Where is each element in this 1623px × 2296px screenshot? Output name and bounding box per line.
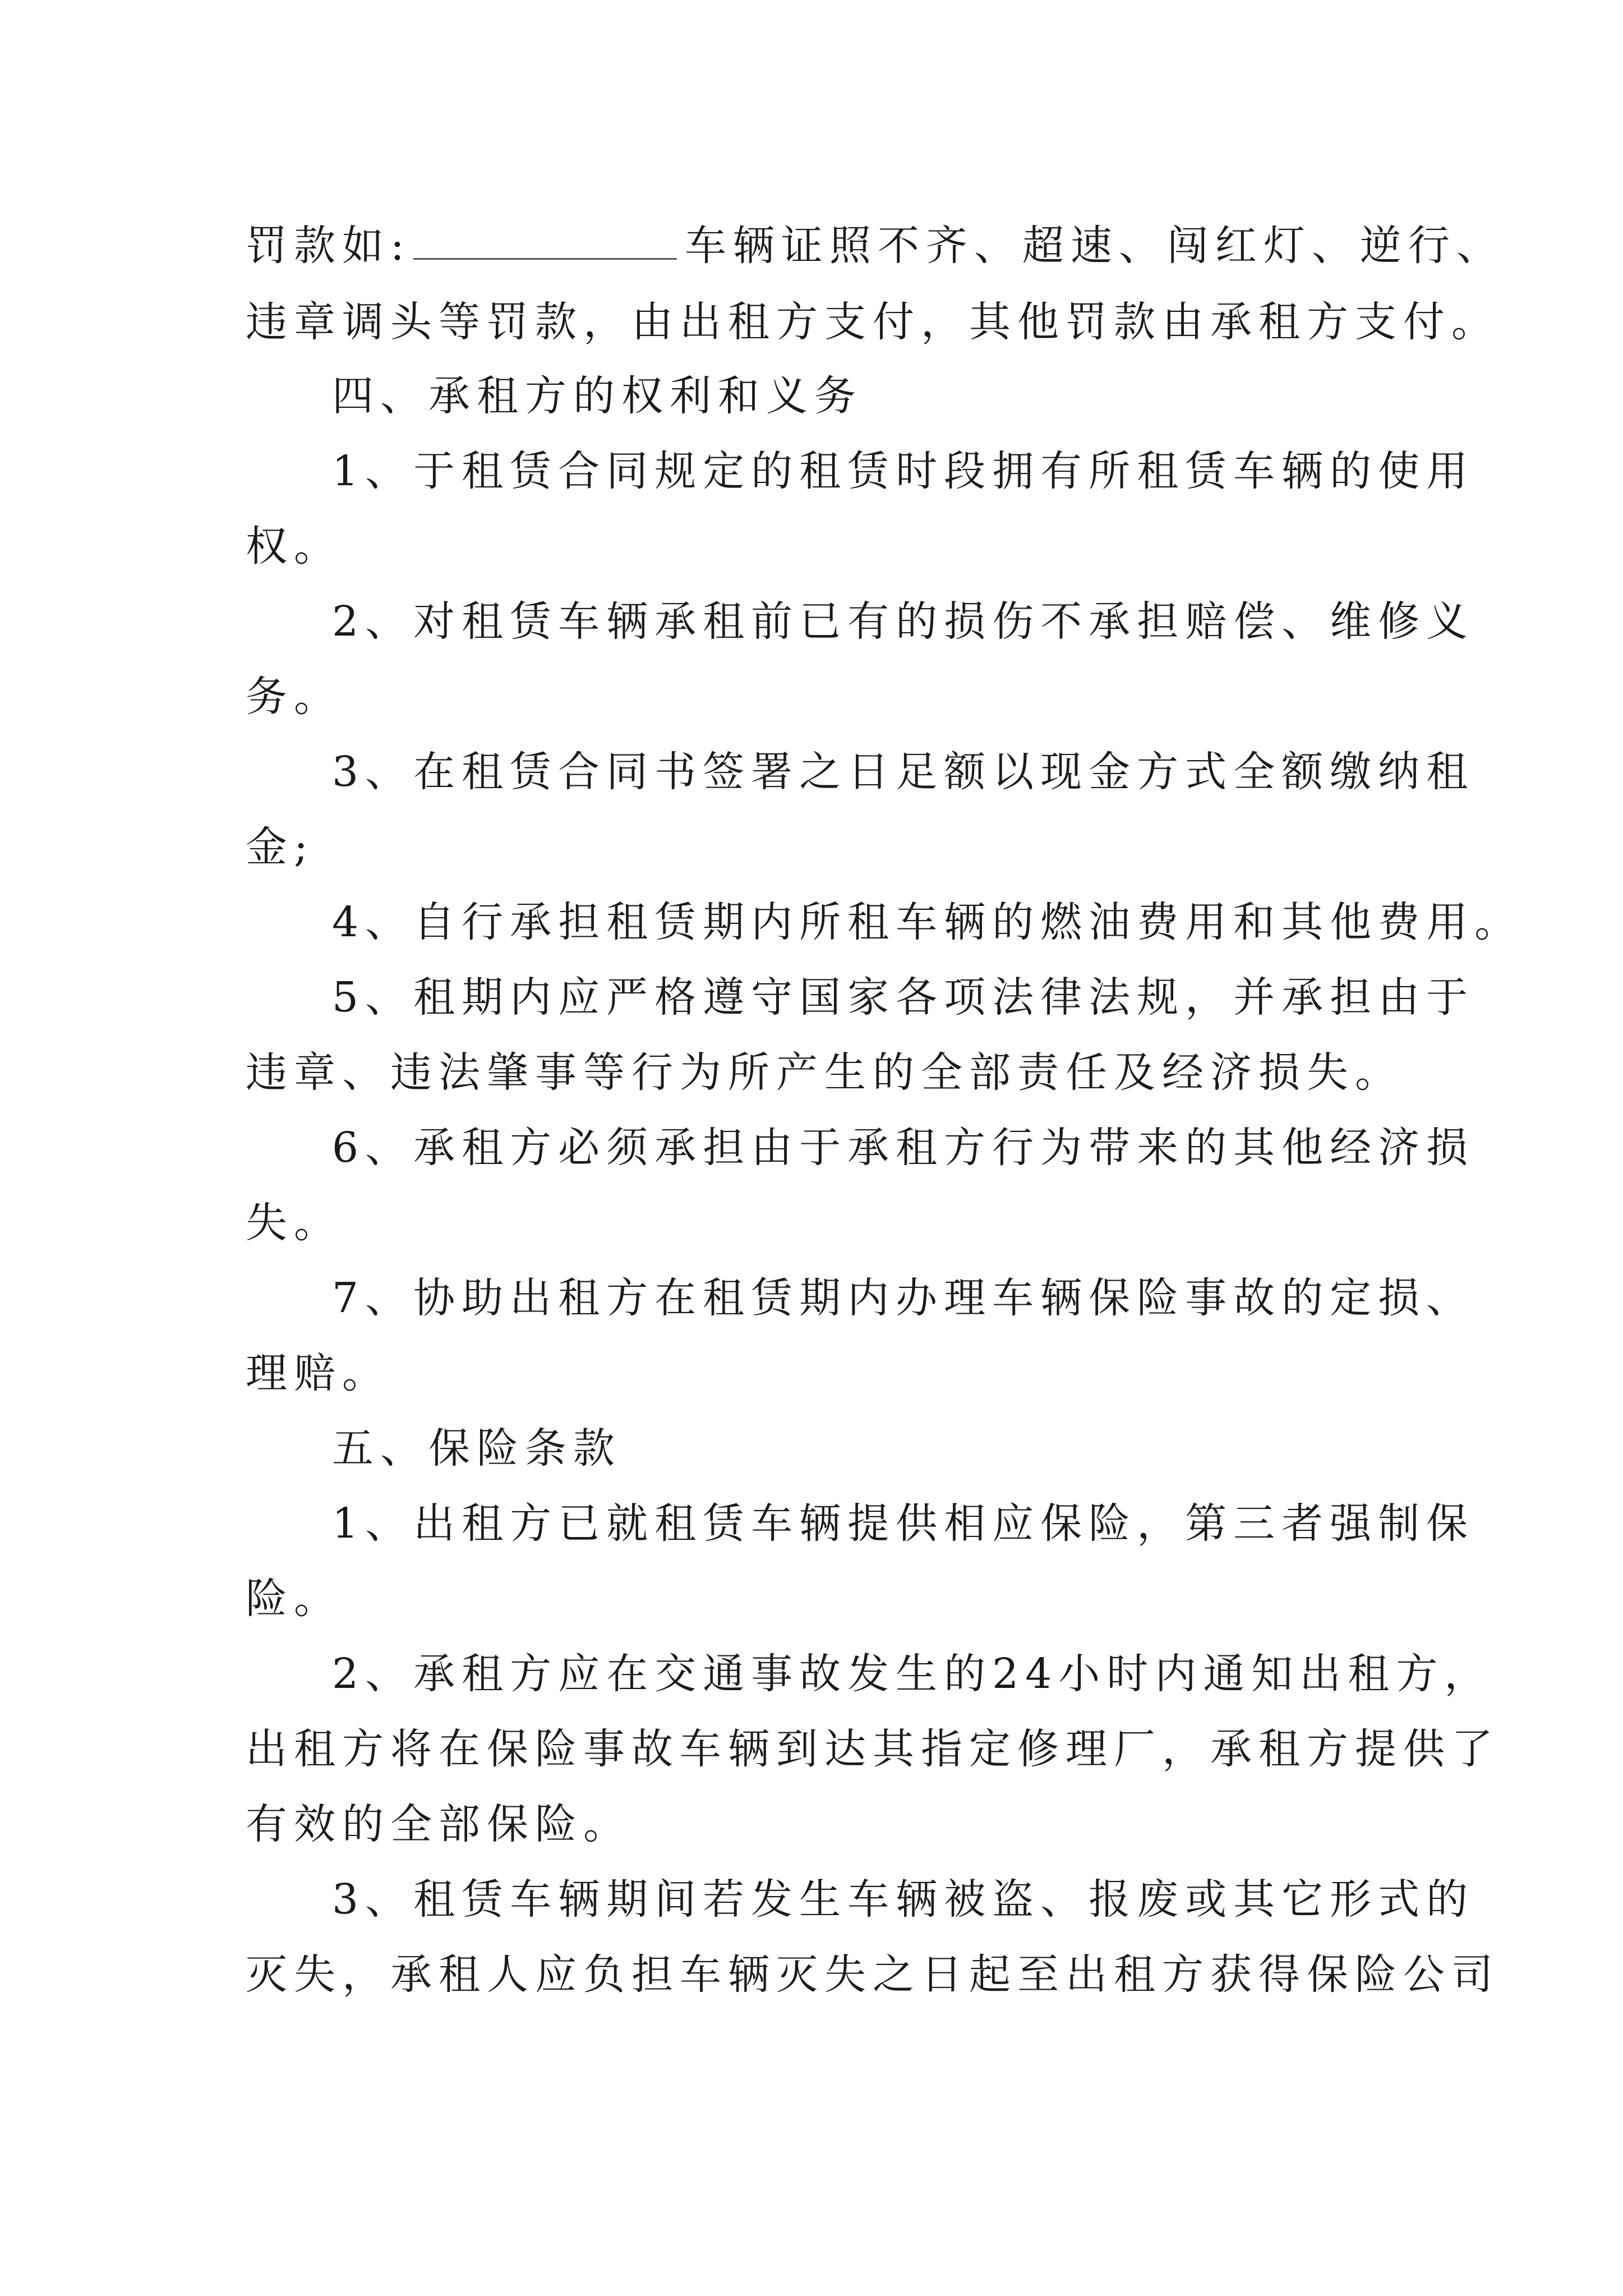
list-item-continuation: 务。: [246, 673, 342, 721]
list-item: 3、在租赁合同书签署之日足额以现金方式全额缴纳租: [332, 748, 1475, 796]
text-line-2: 违章调头等罚款，由出租方支付，其他罚款由承租方支付。: [246, 298, 1500, 346]
list-item-continuation: 出租方将在保险事故车辆到达其指定修理厂，承租方提供了: [246, 1725, 1500, 1773]
list-item: 1、出租方已就租赁车辆提供相应保险，第三者强制保: [332, 1499, 1475, 1548]
list-item: 5、租期内应严格遵守国家各项法律法规，并承担由于: [332, 973, 1475, 1022]
text-line-1: [246, 218, 1505, 274]
section-heading: 五、保险条款: [332, 1424, 621, 1473]
list-item-continuation: 险。: [246, 1575, 342, 1623]
list-item: 4、自行承担租赁期内所租车辆的燃油费用和其他费用。: [332, 898, 1523, 946]
list-item-continuation: 有效的全部保险。: [246, 1800, 631, 1848]
list-item: 7、协助出租方在租赁期内办理车辆保险事故的定损、: [332, 1274, 1475, 1322]
list-item-continuation: 违章、违法肇事等行为所产生的全部责任及经济损失。: [246, 1048, 1403, 1097]
list-item-continuation: 理赔。: [246, 1349, 390, 1397]
list-item: 1、于租赁合同规定的租赁时段拥有所租赁车辆的使用: [332, 447, 1475, 495]
list-item: 2、对租赁车辆承租前已有的损伤不承担赔偿、维修义: [332, 597, 1475, 646]
list-item: 6、承租方必须承担由于承租方行为带来的其他经济损: [332, 1124, 1475, 1172]
list-item-continuation: 失。: [246, 1199, 342, 1247]
list-item: 3、租赁车辆期间若发生车辆被盗、报废或其它形式的: [332, 1875, 1475, 1924]
section-heading: 四、承租方的权利和义务: [332, 372, 863, 420]
list-item-continuation: 权。: [246, 522, 342, 570]
text-segment: 车辆证照不齐、超速、闯红灯、逆行、: [684, 222, 1505, 270]
fill-in-blank[interactable]: [413, 227, 677, 260]
list-item: 2、承租方应在交通事故发生的24小时内通知出租方，: [332, 1650, 1493, 1698]
list-item-continuation: 金;: [246, 823, 315, 871]
text-segment: 罚款如:: [246, 222, 411, 270]
list-item-continuation: 灭失，承租人应负担车辆灭失之日起至出租方获得保险公司: [246, 1950, 1500, 1999]
